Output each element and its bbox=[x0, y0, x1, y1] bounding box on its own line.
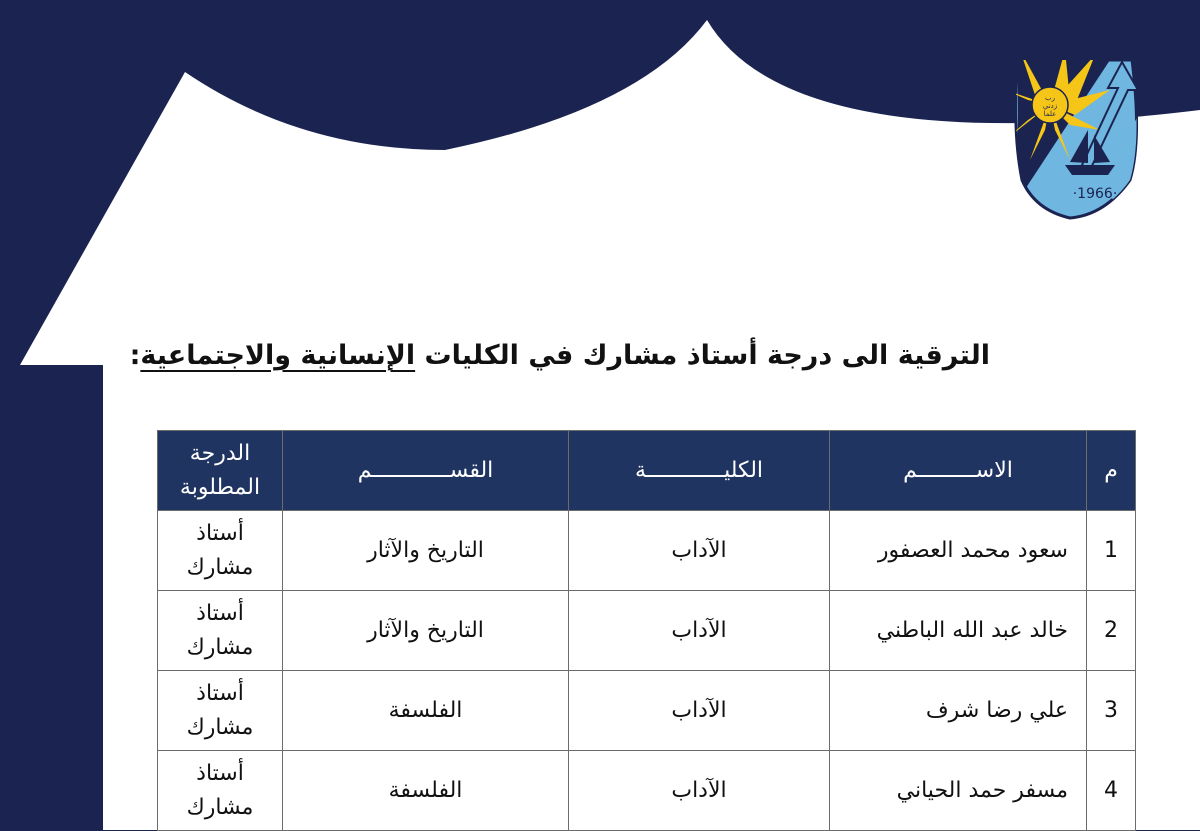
promotion-table bbox=[157, 430, 1136, 831]
cell-name: سعود محمد العصفور bbox=[830, 511, 1087, 591]
header-grade-text: الدرجة المطلوبة bbox=[179, 440, 261, 500]
cell-grade bbox=[158, 511, 283, 591]
cell-grade-text: أستاذ مشارك bbox=[186, 680, 254, 740]
cell-grade-text: أستاذ مشارك bbox=[186, 520, 254, 580]
cell-grade bbox=[158, 671, 283, 751]
cell-department: التاريخ والآثار bbox=[283, 511, 569, 591]
cell-name: علي رضا شرف bbox=[830, 671, 1087, 751]
table-row bbox=[158, 671, 1136, 751]
cell-grade-text: أستاذ مشارك bbox=[186, 760, 254, 820]
cell-grade-text: أستاذ مشارك bbox=[186, 600, 254, 660]
cell-num: 4 bbox=[1087, 751, 1136, 831]
cell-grade bbox=[158, 751, 283, 831]
cell-num: 2 bbox=[1087, 591, 1136, 671]
cell-name: خالد عبد الله الباطني bbox=[830, 591, 1087, 671]
title-colon: : bbox=[129, 340, 141, 371]
header-grade bbox=[158, 431, 283, 511]
table-row bbox=[158, 591, 1136, 671]
cell-num: 3 bbox=[1087, 671, 1136, 751]
logo-motto-line1: رب bbox=[1045, 94, 1055, 102]
title-text: الترقية الى درجة أستاذ مشارك في الكليات bbox=[415, 340, 990, 371]
cell-college: الآداب bbox=[569, 511, 830, 591]
cell-department: الفلسفة bbox=[283, 751, 569, 831]
header-num: م bbox=[1087, 431, 1136, 511]
cell-department: التاريخ والآثار bbox=[283, 591, 569, 671]
header-college: الكليــــــــــــة bbox=[569, 431, 830, 511]
table-row bbox=[158, 751, 1136, 831]
logo-motto-line2: زدني bbox=[1042, 102, 1058, 110]
table-row bbox=[158, 511, 1136, 591]
cell-college: الآداب bbox=[569, 671, 830, 751]
logo-year: ·1966· bbox=[1072, 186, 1118, 202]
page-title bbox=[130, 340, 990, 371]
cell-department: الفلسفة bbox=[283, 671, 569, 751]
table-header-row bbox=[158, 431, 1136, 511]
university-logo bbox=[1010, 50, 1150, 222]
title-underlined-text: الإنسانية والاجتماعية bbox=[140, 340, 416, 371]
cell-college: الآداب bbox=[569, 751, 830, 831]
cell-grade bbox=[158, 591, 283, 671]
header-department: القســــــــــــم bbox=[283, 431, 569, 511]
cell-name: مسفر حمد الحياني bbox=[830, 751, 1087, 831]
cell-college: الآداب bbox=[569, 591, 830, 671]
header-name: الاســـــــــم bbox=[830, 431, 1087, 511]
logo-motto-line3: علما bbox=[1043, 110, 1057, 118]
cell-num: 1 bbox=[1087, 511, 1136, 591]
